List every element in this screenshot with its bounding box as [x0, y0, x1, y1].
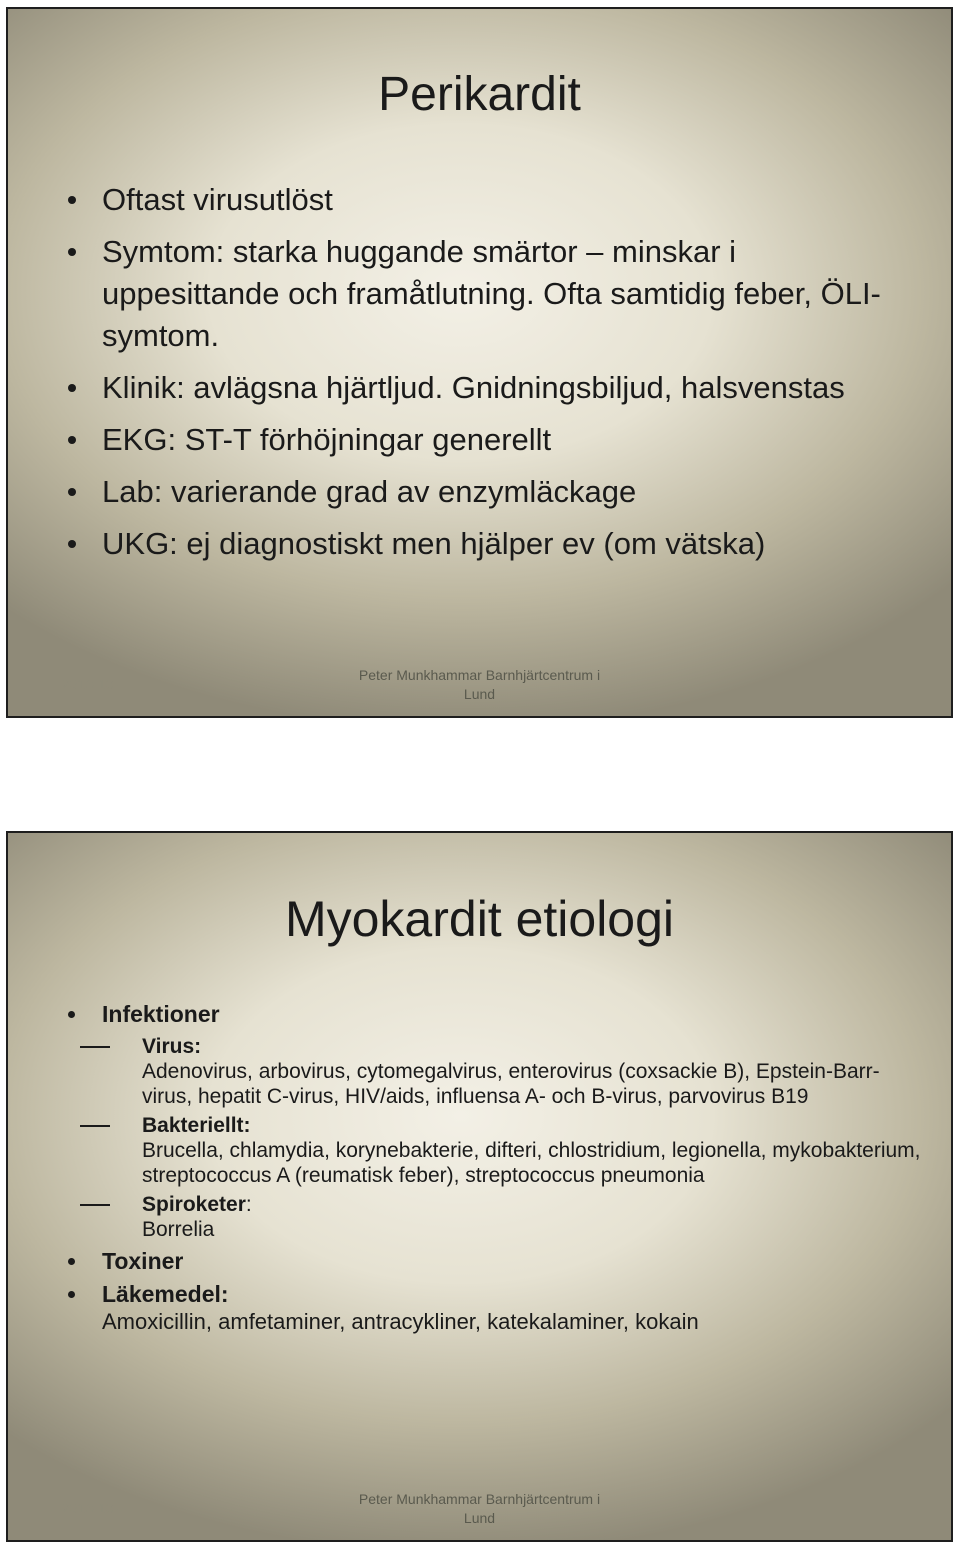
- bullet-icon: [68, 384, 76, 392]
- slide-title: Myokardit etiologi: [284, 891, 675, 947]
- bullet-icon: [68, 488, 76, 496]
- sub-item-bakteriellt: Bakteriellt: Brucella, chlamydia, korynebakterie, difteri, chlostridium, legionella, mykobakterium, streptococcus A (reumatisk feber), streptococcus pneumonia: [102, 1113, 921, 1188]
- footer-location: Lund: [463, 1510, 496, 1526]
- slide-date: 2013-10-: [62, 676, 119, 692]
- bullet-icon: [68, 540, 76, 548]
- footer-location: Lund: [463, 686, 496, 702]
- bullet-item: UKG: ej diagnostiskt men hjälper ev (om vätska): [68, 523, 921, 565]
- slide-date: 2013-10-: [62, 1500, 119, 1516]
- slide-footer: [8, 1490, 951, 1528]
- slide-perikardit: [6, 7, 953, 718]
- footer-author: Peter Munkhammar Barnhjärtcentrum i: [358, 1491, 601, 1507]
- bullet-icon: [68, 1011, 75, 1018]
- bullet-item: Klinik: avlägsna hjärtljud. Gnidningsbiljud, halsvenstas: [68, 367, 921, 409]
- bullet-item-infektioner: Infektioner Virus: Adenovirus, arbovirus, cytomegalvirus, enterovirus (coxsackie B), Epstein-Barr-virus, hepatit C-virus, HIV/aids, influensa A- och B-virus, parvovirus B19 Bakteriellt: Brucella, chlamydia, korynebakterie, difteri, chlostridium, legionella, mykobakterium, streptococcus A (reumatisk feber), streptococcus pneumonia Spiroketer: Borrelia: [68, 1001, 921, 1242]
- bullet-list: [68, 1001, 921, 1341]
- sub-list: [102, 1034, 921, 1242]
- bullet-item-lakemedel: Läkemedel: Amoxicillin, amfetaminer, antracykliner, katekalaminer, kokain: [68, 1281, 921, 1335]
- dash-icon: [80, 1204, 110, 1206]
- slide-title: Perikardit: [378, 68, 581, 121]
- bullet-icon: [68, 248, 76, 256]
- bullet-icon: [68, 436, 76, 444]
- bullet-item: Oftast virusutlöst: [68, 179, 921, 221]
- slide-myokardit-etiologi: [6, 831, 953, 1542]
- slide-footer: [8, 666, 951, 704]
- sub-item-spiroketer: Spiroketer: Borrelia: [102, 1192, 921, 1242]
- bullet-icon: [68, 1291, 75, 1298]
- bullet-item: Lab: varierande grad av enzymläckage: [68, 471, 921, 513]
- bullet-icon: [68, 1258, 75, 1265]
- footer-author: Peter Munkhammar Barnhjärtcentrum i: [358, 667, 601, 683]
- sub-item-virus: Virus: Adenovirus, arbovirus, cytomegalvirus, enterovirus (coxsackie B), Epstein-Barr-virus, hepatit C-virus, HIV/aids, influensa A- och B-virus, parvovirus B19: [102, 1034, 921, 1109]
- bullet-icon: [68, 196, 76, 204]
- dash-icon: [80, 1125, 110, 1127]
- bullet-item-toxiner: Toxiner: [68, 1248, 921, 1275]
- bullet-item: Symtom: starka huggande smärtor – minskar i uppesittande och framåtlutning. Ofta samtidig feber, ÖLI-symtom.: [68, 231, 921, 357]
- bullet-item: EKG: ST-T förhöjningar generellt: [68, 419, 921, 461]
- dash-icon: [80, 1046, 110, 1048]
- bullet-list: [68, 179, 921, 575]
